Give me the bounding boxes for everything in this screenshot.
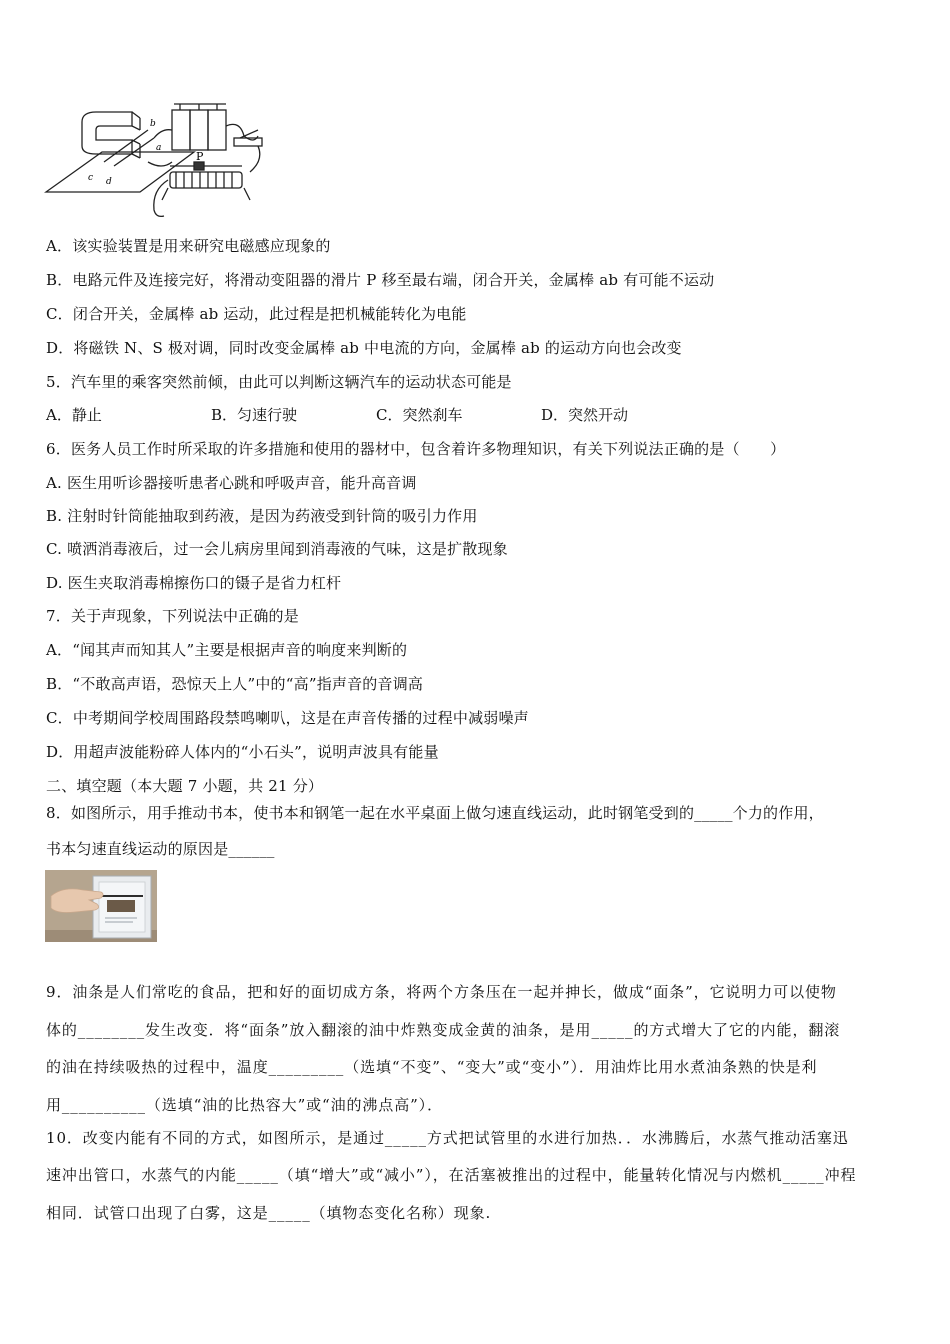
electromagnetic-apparatus-figure (44, 100, 274, 222)
q5-option-b: B．匀速行驶 (211, 406, 298, 424)
q9-line-1: 9．油条是人们常吃的食品，把和好的面切成方条，将两个方条压在一起并抻长，做成“面条”，它说明力可以使物 (46, 983, 837, 1001)
hand-pushing-book-icon (45, 870, 157, 942)
q6-option-d: D. 医生夹取消毒棉擦伤口的镊子是省力杠杆 (46, 574, 342, 592)
q9-line-2: 体的________发生改变．将“面条”放入翻滚的油中炸熟变成金黄的油条，是用_____的方式增大了它的内能，翻滚 (46, 1021, 841, 1039)
section-2-title: 二、填空题（本大题 7 小题，共 21 分） (46, 777, 324, 795)
q9-line-3: 的油在持续吸热的过程中，温度_________（选填“不变”、“变大”或“变小”）．用油炸比用水煮油条熟的快是利 (46, 1058, 818, 1076)
label-p: P (196, 150, 204, 163)
q6-option-b: B. 注射时针筒能抽取到药液，是因为药液受到针筒的吸引力作用 (46, 507, 478, 525)
q5-stem: 5．汽车里的乘客突然前倾，由此可以判断这辆汽车的运动状态可能是 (46, 373, 512, 391)
q6-stem: 6．医务人员工作时所采取的许多措施和使用的器材中，包含着许多物理知识，有关下列说法正确的是（ ） (46, 440, 786, 458)
label-b: b (150, 119, 156, 129)
q8-line-1: 8．如图所示，用手推动书本，使书本和钢笔一起在水平桌面上做匀速直线运动，此时钢笔受到的_____个力的作用， (46, 804, 824, 822)
q7-option-d: D．用超声波能粉碎人体内的“小石头”，说明声波具有能量 (46, 743, 439, 761)
q10-line-2: 速冲出管口，水蒸气的内能_____（填“增大”或“减小”），在活塞被推出的过程中，能量转化情况与内燃机_____冲程 (46, 1166, 857, 1184)
q6-option-c: C. 喷洒消毒液后，过一会儿病房里闻到消毒液的气味，这是扩散现象 (46, 540, 508, 558)
q4-option-a: A．该实验装置是用来研究电磁感应现象的 (46, 237, 331, 255)
q7-option-b: B．“不敢高声语，恐惊天上人”中的“高”指声音的音调高 (46, 675, 424, 693)
q9-line-4: 用__________（选填“油的比热容大”或“油的沸点高”）． (46, 1096, 443, 1114)
q5-option-a: A．静止 (46, 406, 102, 424)
q7-option-c: C．中考期间学校周围路段禁鸣喇叭，这是在声音传播的过程中减弱噪声 (46, 709, 529, 727)
q4-option-d: D．将磁铁 N、S 极对调，同时改变金属棒 ab 中电流的方向，金属棒 ab 的运动方向也会改变 (46, 339, 682, 357)
q5-option-d: D．突然开动 (541, 406, 629, 424)
q7-option-a: A．“闻其声而知其人”主要是根据声音的响度来判断的 (46, 641, 408, 659)
q10-line-3: 相同．试管口出现了白雾，这是_____（填物态变化名称）现象. (46, 1204, 492, 1222)
label-a: a (156, 143, 162, 153)
label-d: d (106, 177, 112, 187)
label-c: c (88, 173, 94, 183)
q10-line-1: 10．改变内能有不同的方式，如图所示，是通过_____方式把试管里的水进行加热．．水沸腾后，水蒸气推动活塞迅 (46, 1129, 849, 1147)
electromagnetic-apparatus-icon (44, 100, 274, 222)
q7-stem: 7．关于声现象，下列说法中正确的是 (46, 607, 299, 625)
q8-line-2: 书本匀速直线运动的原因是______ (46, 840, 275, 858)
q5-option-c: C．突然刹车 (376, 406, 463, 424)
q4-option-c: C．闭合开关，金属棒 ab 运动，此过程是把机械能转化为电能 (46, 305, 467, 323)
hand-pushing-book-figure (45, 870, 157, 942)
q4-option-b: B．电路元件及连接完好，将滑动变阻器的滑片 P 移至最右端，闭合开关，金属棒 ab 有可能不运动 (46, 271, 715, 289)
q6-option-a: A. 医生用听诊器接听患者心跳和呼吸声音，能升高音调 (46, 474, 417, 492)
